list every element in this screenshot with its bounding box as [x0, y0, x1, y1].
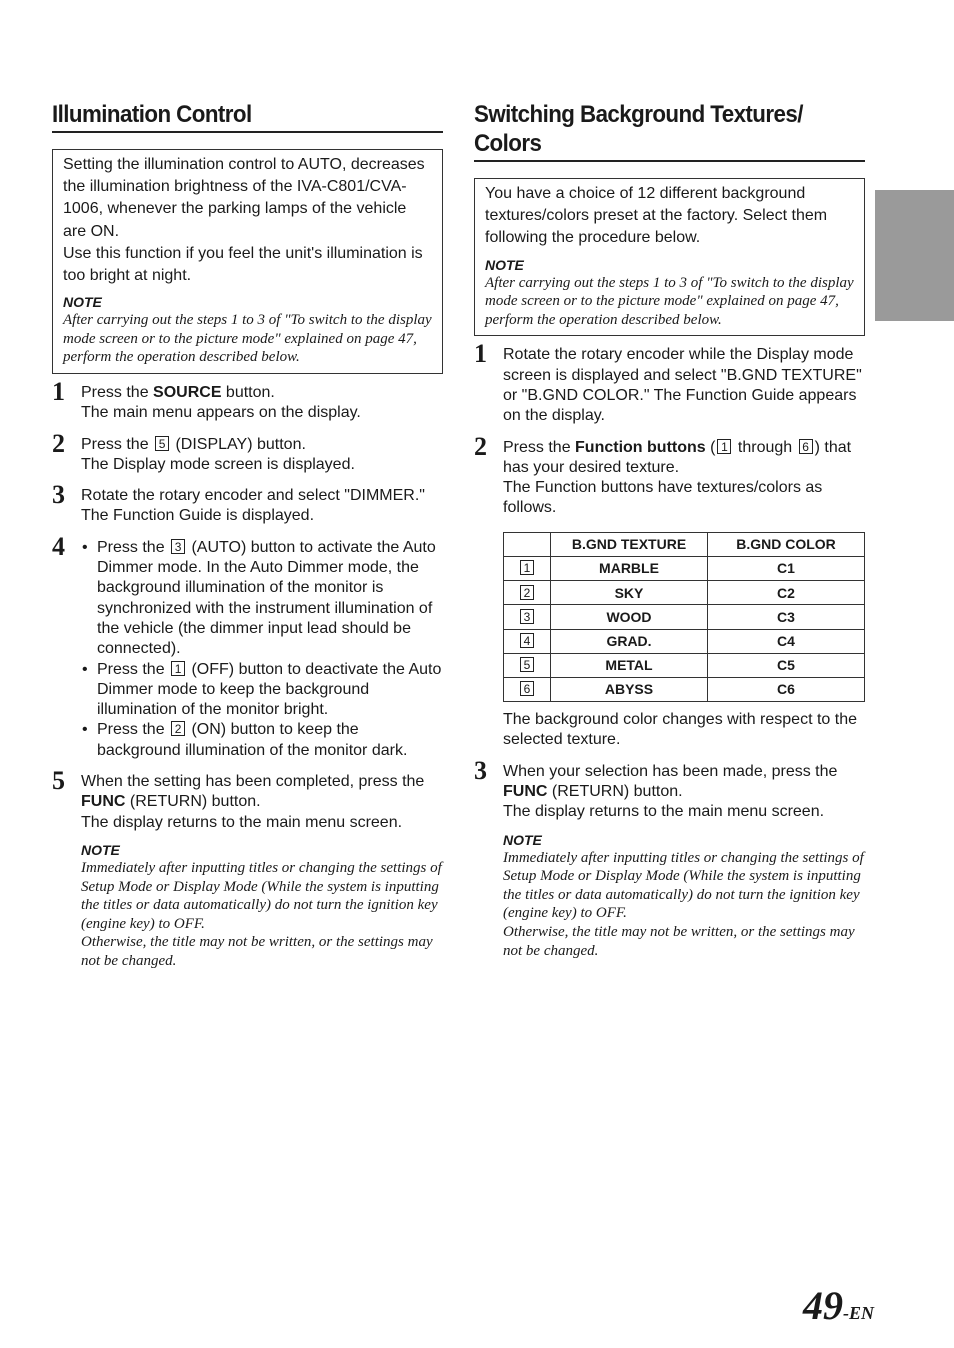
step-4-options: [81, 538, 443, 761]
column-header: B.GND COLOR: [708, 532, 865, 556]
step-instruction: When your selection has been made, press the FUNC (RETURN) button.: [503, 762, 838, 800]
list-item: • Press the 1 (OFF) button to deactivate the Auto Dimmer mode to keep the background illumination of the monitor bright.: [81, 660, 443, 721]
key-6-icon: 6: [799, 439, 813, 454]
step-instruction: When the setting has been completed, press the FUNC (RETURN) button.: [81, 773, 425, 811]
key-3-icon: 3: [171, 539, 185, 554]
step-1: [474, 339, 865, 426]
column-header: [504, 532, 551, 556]
list-item: • Press the 3 (AUTO) button to activate the Auto Dimmer mode. In the Auto Dimmer mode, the background illumination of the monitor is synchronized with the instrument illumination of the vehicle (the dimmer input lead should be connected).: [81, 538, 443, 660]
step-result: The display returns to the main menu screen.: [81, 813, 403, 831]
step-number: 3: [474, 755, 487, 785]
step-number: 1: [52, 377, 65, 406]
background-textures-section: [474, 100, 865, 971]
step-result: The background color changes with respect to the selected texture.: [503, 711, 857, 749]
step-number: 2: [52, 428, 65, 458]
step-2: [474, 431, 865, 751]
step-result: The Function Guide is displayed.: [81, 507, 315, 525]
key-2-icon: 2: [171, 721, 185, 736]
table-row: [504, 605, 865, 629]
step-2: [52, 428, 443, 476]
color-cell: C5: [708, 653, 865, 677]
table-row: [504, 677, 865, 701]
intro-box: [52, 149, 443, 374]
note-text: Immediately after inputting titles or changing the settings of Setup Mode or Display Mode (While the system is inputting the titles or data automatically) do not turn the ignition key (engine key) to OFF.: [503, 849, 864, 922]
function-buttons-label: Function buttons: [575, 438, 706, 456]
color-cell: C2: [708, 581, 865, 605]
step-note: [81, 841, 443, 971]
step-instruction: Press the SOURCE button.: [81, 384, 275, 401]
step-note: [503, 831, 865, 961]
step-4: [52, 531, 443, 761]
note-text: Otherwise, the title may not be written, or the settings may not be changed.: [81, 934, 433, 969]
table-row: [504, 556, 865, 580]
key-1-icon: 1: [171, 661, 185, 676]
step-instruction: Rotate the rotary encoder while the Display mode screen is displayed and select "B.GND TEXTURE" or "B.GND COLOR." The Function Guide appears on the display.: [503, 346, 862, 425]
step-result: The Display mode screen is displayed.: [81, 455, 355, 473]
step-3: [52, 480, 443, 527]
note-label: NOTE: [81, 841, 120, 858]
table-header-row: [504, 532, 865, 556]
intro-box: [474, 178, 865, 336]
texture-cell: ABYSS: [551, 677, 708, 701]
source-button-label: SOURCE: [153, 384, 222, 401]
illumination-control-section: [52, 100, 443, 982]
step-3: [474, 755, 865, 960]
section-title: Illumination Control: [52, 101, 252, 128]
key-5-icon: 5: [520, 657, 534, 672]
step-instruction: Press the 5 (DISPLAY) button.: [81, 435, 306, 453]
key-6-icon: 6: [520, 681, 534, 696]
texture-cell: SKY: [551, 581, 708, 605]
key-5-icon: 5: [155, 436, 169, 451]
step-instruction: Press the Function buttons ( 1 through 6 ) that has your desired texture.: [503, 438, 852, 476]
func-button-label: FUNC: [503, 782, 548, 800]
title-rule: [52, 131, 443, 133]
key-4-icon: 4: [520, 633, 534, 648]
table-row: [504, 653, 865, 677]
page-number: 49-EN: [803, 1283, 874, 1328]
note-label: NOTE: [63, 294, 102, 311]
step-instruction: Rotate the rotary encoder and select "DIMMER.": [81, 487, 425, 505]
color-cell: C1: [708, 556, 865, 580]
note-text: Immediately after inputting titles or changing the settings of Setup Mode or Display Mode (While the system is inputting the titles or data automatically) do not turn the ignition key (engine key) to OFF.: [81, 859, 442, 932]
title-rule: [474, 160, 865, 162]
note-label: NOTE: [485, 256, 524, 273]
step-5: [52, 766, 443, 970]
step-number: 1: [474, 339, 487, 369]
texture-cell: MARBLE: [551, 556, 708, 580]
note-text: After carrying out the steps 1 to 3 of "To switch to the display mode screen or to the picture mode" explained on page 47, perform the operation described below.: [63, 312, 432, 366]
step-1: [52, 377, 443, 424]
key-3-icon: 3: [520, 609, 534, 624]
intro-paragraph: You have a choice of 12 different background textures/colors preset at the factory. Select them following the procedure below.: [485, 185, 828, 247]
color-cell: C4: [708, 629, 865, 653]
step-number: 5: [52, 766, 65, 796]
texture-cell: WOOD: [551, 605, 708, 629]
texture-cell: METAL: [551, 653, 708, 677]
step-result: The main menu appears on the display.: [81, 404, 361, 422]
intro-paragraph: Use this function if you feel the unit's illumination is too bright at night.: [63, 244, 423, 285]
table-row: [504, 581, 865, 605]
section-title: Switching Background Textures/ Colors: [474, 101, 803, 157]
list-item: • Press the 2 (ON) button to keep the background illumination of the monitor dark.: [81, 720, 443, 761]
table-row: [504, 629, 865, 653]
column-header: B.GND TEXTURE: [551, 532, 708, 556]
key-1-icon: 1: [717, 439, 731, 454]
section-tab-marker: [875, 190, 954, 321]
color-cell: C6: [708, 677, 865, 701]
key-1-icon: 1: [520, 560, 534, 575]
step-number: 4: [52, 531, 65, 561]
step-result: The Function buttons have textures/colors as follows.: [503, 479, 823, 517]
note-label: NOTE: [503, 831, 542, 848]
step-number: 2: [474, 431, 487, 461]
step-result: The display returns to the main menu screen.: [503, 803, 825, 821]
texture-cell: GRAD.: [551, 629, 708, 653]
texture-color-table: [503, 532, 865, 702]
color-cell: C3: [708, 605, 865, 629]
note-text: Otherwise, the title may not be written, or the settings may not be changed.: [503, 923, 855, 959]
intro-paragraph: Setting the illumination control to AUTO, decreases the illumination brightness of the IVA-C801/CVA-1006, whenever the parking lamps of the vehicle are ON.: [63, 156, 425, 240]
func-button-label: FUNC: [81, 793, 126, 811]
step-number: 3: [52, 480, 65, 510]
key-2-icon: 2: [520, 585, 534, 600]
note-text: After carrying out the steps 1 to 3 of "To switch to the display mode screen or to the picture mode" explained on page 47, perform the operation described below.: [485, 274, 854, 328]
